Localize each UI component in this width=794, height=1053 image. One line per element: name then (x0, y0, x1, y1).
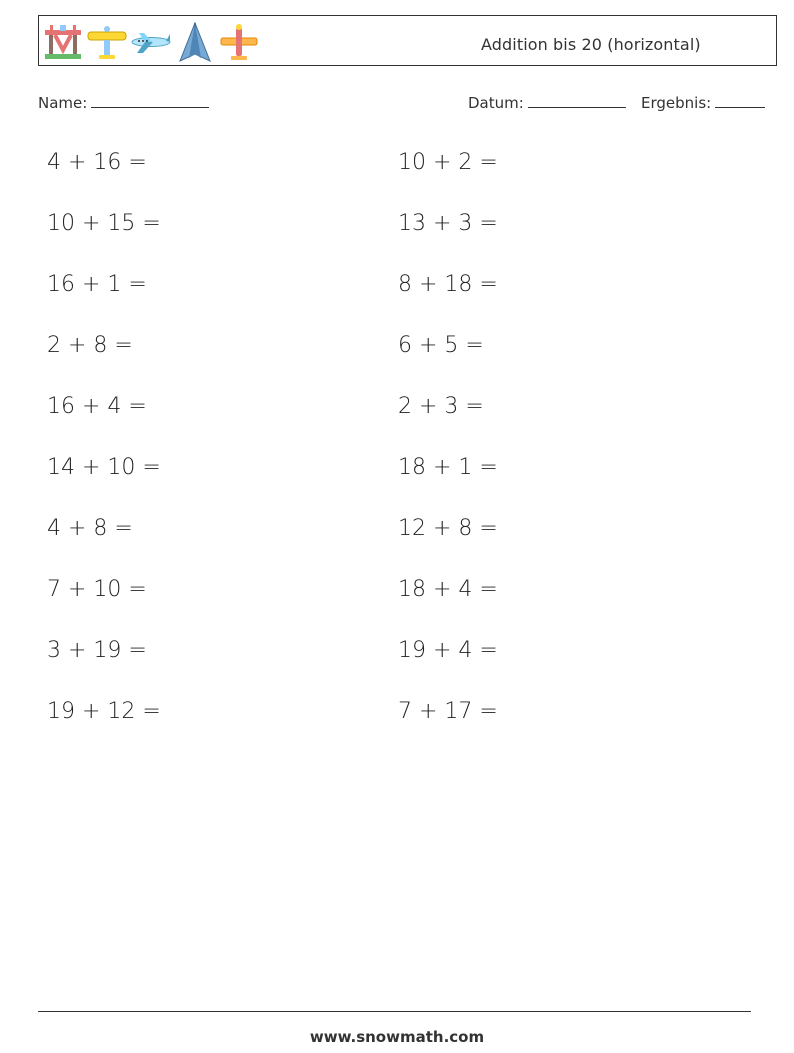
problem-right-9: 19 + 4 = (398, 638, 498, 663)
footer-divider (38, 1011, 751, 1012)
biplane-icon (41, 20, 85, 64)
problem-right-1: 10 + 2 = (398, 150, 498, 175)
name-field (38, 93, 209, 112)
name-label: Name: (38, 94, 88, 112)
date-line[interactable] (528, 93, 626, 108)
problem-left-2: 10 + 15 = (47, 211, 161, 236)
worksheet-title: Addition bis 20 (horizontal) (481, 35, 701, 54)
problem-right-5: 2 + 3 = (398, 394, 484, 419)
problem-right-4: 6 + 5 = (398, 333, 484, 358)
problem-right-8: 18 + 4 = (398, 577, 498, 602)
jet-plane-icon (129, 20, 173, 64)
problem-left-6: 14 + 10 = (47, 455, 161, 480)
result-line[interactable] (715, 93, 765, 108)
orange-plane-icon (217, 20, 261, 64)
problem-left-7: 4 + 8 = (47, 516, 133, 541)
problem-left-5: 16 + 4 = (47, 394, 147, 419)
problem-left-3: 16 + 1 = (47, 272, 147, 297)
problem-left-9: 3 + 19 = (47, 638, 147, 663)
problem-right-3: 8 + 18 = (398, 272, 498, 297)
name-line[interactable] (91, 93, 209, 108)
worksheet-header (38, 15, 777, 66)
footer-website[interactable]: www.snowmath.com (309, 1028, 485, 1046)
problem-right-6: 18 + 1 = (398, 455, 498, 480)
problem-left-4: 2 + 8 = (47, 333, 133, 358)
problem-left-1: 4 + 16 = (47, 150, 147, 175)
problem-right-7: 12 + 8 = (398, 516, 498, 541)
header-icons (41, 20, 261, 64)
problem-right-10: 7 + 17 = (398, 699, 498, 724)
paper-plane-icon (173, 20, 217, 64)
result-field (641, 93, 765, 112)
date-field (468, 93, 626, 112)
result-label: Ergebnis: (641, 94, 712, 112)
date-label: Datum: (468, 94, 524, 112)
problem-right-2: 13 + 3 = (398, 211, 498, 236)
problem-left-10: 19 + 12 = (47, 699, 161, 724)
yellow-plane-icon (85, 20, 129, 64)
problem-left-8: 7 + 10 = (47, 577, 147, 602)
